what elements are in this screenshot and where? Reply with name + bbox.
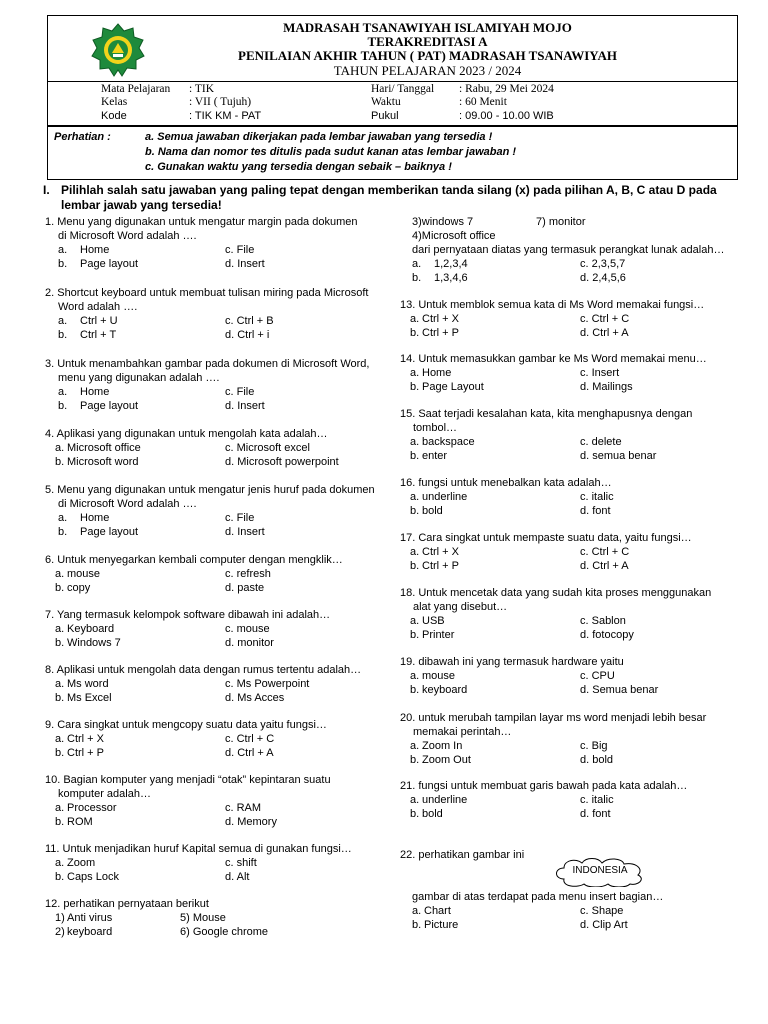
option-a[interactable]: a. Zoom — [55, 857, 96, 869]
option-d[interactable]: d. font — [580, 808, 611, 820]
question-stem: 20. untuk merubah tampilan layar ms word menjadi lebih besar — [400, 712, 707, 724]
option-b[interactable]: b. 1,3,4,6 — [412, 272, 468, 284]
question-stem: 18. Untuk mencetak data yang sudah kita proses menggunakan — [400, 587, 712, 599]
option-a[interactable]: a. Home — [58, 512, 110, 524]
option-b[interactable]: b. Page layout — [58, 526, 139, 538]
option-d[interactable]: d. Microsoft powerpoint — [225, 456, 339, 468]
option-a[interactable]: a. Ctrl + X — [410, 546, 459, 558]
note-b: b. Nama dan nomor tes ditulis pada sudut kanan atas lembar jawaban ! — [145, 146, 517, 158]
time-label: Pukul — [371, 110, 399, 122]
option-b[interactable]: b. Microsoft word — [55, 456, 139, 468]
option-a[interactable]: a. Zoom In — [410, 740, 463, 752]
option-a[interactable]: a. Home — [410, 367, 452, 379]
option-d[interactable]: d. Ctrl + A — [580, 560, 629, 572]
option-c[interactable]: c. refresh — [225, 568, 271, 580]
question-stem: 12. perhatikan pernyataan berikut — [45, 898, 209, 910]
option-a[interactable]: a. underline — [410, 491, 468, 503]
question-11 — [45, 842, 352, 884]
option-c[interactable]: c. Ctrl + C — [580, 313, 630, 325]
section-instruction-text: Pilihlah salah satu jawaban yang paling tepat dengan memberikan tanda silang (x) pada pilihan A, B, C atau D pada lembar jawab yang tersedia! — [61, 183, 717, 212]
option-d[interactable]: d. Clip Art — [580, 919, 628, 931]
option-d[interactable]: d. monitor — [225, 637, 274, 649]
question-stem: 15. Saat terjadi kesalahan kata, kita menghapusnya dengan — [400, 408, 693, 420]
question-19 — [400, 655, 659, 697]
option-a[interactable]: a. backspace — [410, 436, 475, 448]
question-stem: 22. perhatikan gambar ini — [400, 849, 525, 861]
subject-label: Mata Pelajaran — [101, 83, 171, 95]
option-a[interactable]: a. USB — [410, 615, 445, 627]
question-10 — [45, 773, 331, 829]
duration-value: : 60 Menit — [459, 96, 507, 108]
question-5 — [45, 483, 375, 539]
question-stem-cont: memakai perintah… — [413, 726, 512, 738]
option-d[interactable]: d. fotocopy — [580, 629, 634, 641]
option-c[interactable]: c. Ctrl + C — [225, 733, 275, 745]
cloud-text: INDONESIA — [572, 865, 628, 876]
option-a[interactable]: a. mouse — [410, 670, 456, 682]
statement-2: 2) keyboard — [55, 926, 113, 938]
option-b[interactable]: b. keyboard — [410, 684, 468, 696]
option-b[interactable]: b. Ctrl + P — [410, 327, 459, 339]
question-stem: 5. Menu yang digunakan untuk mengatur jenis huruf pada dokumen — [45, 484, 375, 496]
attention-notes — [47, 126, 738, 180]
option-a[interactable]: a. Ctrl + X — [410, 313, 459, 325]
question-18 — [400, 586, 711, 642]
question-stem: 13. Untuk memblok semua kata di Ms Word memakai fungsi… — [400, 299, 705, 311]
question-stem-cont: di Microsoft Word adalah …. — [58, 230, 197, 242]
question-stem-cont: gambar di atas terdapat pada menu insert bagian… — [412, 891, 664, 903]
question-stem-cont: tombol… — [413, 422, 458, 434]
question-17 — [400, 531, 692, 573]
accreditation: TERAKREDITASI A — [367, 34, 488, 49]
question-stem: 4. Aplikasi yang digunakan untuk mengolah kata adalah… — [45, 428, 328, 440]
statement-5: 5) Mouse — [180, 912, 226, 924]
question-6 — [45, 553, 343, 595]
code-label: Kode — [101, 110, 127, 122]
question-12-continued — [412, 215, 724, 285]
question-stem: 17. Cara singkat untuk mempaste suatu data, yaitu fungsi… — [400, 532, 692, 544]
question-stem: 2. Shortcut keyboard untuk membuat tulisan miring pada Microsoft — [45, 287, 369, 299]
time-value: : 09.00 - 10.00 WIB — [459, 110, 554, 122]
note-a: a. Semua jawaban dikerjakan pada lembar jawaban yang tersedia ! — [145, 131, 493, 143]
statement-6: 6) Google chrome — [180, 926, 269, 938]
question-stem: 21. fungsi untuk membuat garis bawah pada kata adalah… — [400, 780, 688, 792]
question-stem-cont: di Microsoft Word adalah …. — [58, 498, 197, 510]
option-d[interactable]: d. semua benar — [580, 450, 657, 462]
option-c[interactable]: c. Sablon — [580, 615, 626, 627]
option-c[interactable]: c. italic — [580, 794, 614, 806]
date-value: : Rabu, 29 Mei 2024 — [459, 83, 554, 95]
option-a[interactable]: a. 1,2,3,4 — [412, 258, 468, 270]
option-d[interactable]: d. Mailings — [580, 381, 633, 393]
subject-value: : TIK — [189, 83, 215, 95]
option-a[interactable]: a. Processor — [55, 802, 117, 814]
question-1 — [45, 215, 358, 271]
academic-year: TAHUN PELAJARAN 2023 / 2024 — [333, 63, 522, 78]
option-b[interactable]: b. copy — [55, 582, 91, 594]
school-name: MADRASAH TSANAWIYAH ISLAMIYAH MOJO — [283, 20, 572, 35]
option-a[interactable]: a. mouse — [55, 568, 101, 580]
option-b[interactable]: b. Ctrl + P — [55, 747, 104, 759]
option-b[interactable]: b. Page Layout — [410, 381, 484, 393]
option-a[interactable]: a. Home — [58, 386, 110, 398]
option-c[interactable]: c. Microsoft excel — [225, 442, 310, 454]
option-d[interactable]: d. Memory — [225, 816, 277, 828]
option-d[interactable]: d. font — [580, 505, 611, 517]
question-stem: 8. Aplikasi untuk mengolah data dengan rumus tertentu adalah… — [45, 664, 362, 676]
class-label: Kelas — [101, 96, 128, 108]
option-d[interactable]: d. 2,4,5,6 — [580, 272, 626, 284]
question-stem: 6. Untuk menyegarkan kembali computer dengan mengklik… — [45, 554, 343, 566]
option-a[interactable]: a. underline — [410, 794, 468, 806]
question-16 — [400, 476, 612, 518]
section-number: I. — [43, 183, 50, 197]
question-14 — [400, 352, 707, 394]
option-c[interactable]: c. delete — [580, 436, 622, 448]
option-c[interactable]: c. File — [225, 244, 255, 256]
question-stem: dari pernyataan diatas yang termasuk perangkat lunak adalah… — [412, 244, 725, 256]
question-20 — [400, 711, 706, 767]
option-c[interactable]: c. Ctrl + C — [580, 546, 630, 558]
option-b[interactable]: b. Caps Lock — [55, 871, 119, 883]
option-c[interactable]: c. Ctrl + B — [225, 315, 274, 327]
statement-3: 3)windows 7 — [412, 216, 474, 228]
option-b[interactable]: b. enter — [410, 450, 448, 462]
option-c[interactable]: c. italic — [580, 491, 614, 503]
question-stem-cont: alat yang disebut… — [413, 601, 508, 613]
option-d[interactable]: d. paste — [225, 582, 265, 594]
option-c[interactable]: c. Ms Powerpoint — [225, 678, 310, 690]
option-a[interactable]: a. Chart — [412, 905, 451, 917]
question-stem: 1. Menu yang digunakan untuk mengatur margin pada dokumen — [45, 216, 358, 228]
option-d[interactable]: d. Ms Acces — [225, 692, 285, 704]
option-d[interactable]: d. bold — [580, 754, 614, 766]
question-stem-cont: menu yang digunakan adalah …. — [58, 372, 220, 384]
option-a[interactable]: a. Ctrl + U — [58, 315, 118, 327]
question-12 — [45, 897, 269, 939]
question-stem: 14. Untuk memasukkan gambar ke Ms Word memakai menu… — [400, 353, 707, 365]
school-header — [47, 15, 738, 82]
question-22 — [400, 848, 524, 862]
option-a[interactable]: a. Keyboard — [55, 623, 115, 635]
option-b[interactable]: b. Ctrl + P — [410, 560, 459, 572]
date-label: Hari/ Tanggal — [371, 83, 435, 95]
statement-4: 4)Microsoft office — [412, 230, 496, 242]
exam-info — [47, 82, 738, 126]
question-3 — [45, 357, 369, 413]
option-b[interactable]: b. Zoom Out — [410, 754, 471, 766]
option-c[interactable]: c. File — [225, 512, 255, 524]
option-d[interactable]: d. Insert — [225, 526, 265, 538]
question-8 — [45, 663, 361, 705]
question-9 — [45, 718, 327, 760]
option-c[interactable]: c. File — [225, 386, 255, 398]
option-c[interactable]: c. shift — [225, 857, 257, 869]
question-21 — [400, 779, 687, 821]
question-stem-cont: Word adalah …. — [58, 301, 138, 313]
option-d[interactable]: d. Alt — [225, 871, 250, 883]
question-15 — [400, 407, 692, 463]
option-b[interactable]: b. Page layout — [58, 400, 139, 412]
note-c: c. Gunakan waktu yang tersedia dengan sebaik – baiknya ! — [145, 161, 452, 173]
option-d[interactable]: d. Ctrl + A — [580, 327, 629, 339]
option-a[interactable]: a. Microsoft office — [55, 442, 141, 454]
option-a[interactable]: a. Home — [58, 244, 110, 256]
question-4 — [45, 427, 339, 469]
option-c[interactable]: c. Shape — [580, 905, 624, 917]
question-stem: 11. Untuk menjadikan huruf Kapital semua di gunakan fungsi… — [45, 843, 352, 855]
option-c[interactable]: c. Insert — [580, 367, 620, 379]
option-b[interactable]: b. Windows 7 — [55, 637, 121, 649]
option-d[interactable]: d. Semua benar — [580, 684, 659, 696]
option-b[interactable]: b. Printer — [410, 629, 455, 641]
option-b[interactable]: b. Ms Excel — [55, 692, 112, 704]
option-b[interactable]: b. bold — [410, 808, 443, 820]
option-c[interactable]: c. Big — [580, 740, 608, 752]
section-instruction — [43, 183, 747, 213]
option-b[interactable]: b. Page layout — [58, 258, 139, 270]
option-c[interactable]: c. CPU — [580, 670, 615, 682]
attention-label: Perhatian : — [54, 131, 111, 143]
option-d[interactable]: d. Ctrl + A — [225, 747, 274, 759]
option-d[interactable]: d. Insert — [225, 258, 265, 270]
option-c[interactable]: c. 2,3,5,7 — [580, 258, 626, 270]
option-b[interactable]: b. Ctrl + T — [58, 329, 117, 341]
statement-7: 7) monitor — [536, 216, 586, 228]
question-stem: 19. dibawah ini yang termasuk hardware yaitu — [400, 656, 624, 668]
option-d[interactable]: d. Insert — [225, 400, 265, 412]
question-stem: 10. Bagian komputer yang menjadi “otak” kepintaran suatu — [45, 774, 331, 786]
question-stem: 7. Yang termasuk kelompok software dibawah ini adalah… — [45, 609, 331, 621]
question-stem: 3. Untuk menambahkan gambar pada dokumen di Microsoft Word, — [45, 358, 370, 370]
option-c[interactable]: c. RAM — [225, 802, 262, 814]
code-value: : TIK KM - PAT — [189, 110, 262, 122]
question-stem-cont: komputer adalah… — [58, 788, 151, 800]
option-a[interactable]: a. Ctrl + X — [55, 733, 104, 745]
option-a[interactable]: a. Ms word — [55, 678, 109, 690]
option-c[interactable]: c. mouse — [225, 623, 270, 635]
class-value: : VII ( Tujuh) — [189, 96, 252, 108]
question-stem: 9. Cara singkat untuk mengcopy suatu data yaitu fungsi… — [45, 719, 327, 731]
question-7 — [45, 608, 330, 650]
question-2 — [45, 286, 368, 342]
option-d[interactable]: d. Ctrl + i — [225, 329, 270, 341]
question-22-options — [412, 890, 663, 932]
option-b[interactable]: b. ROM — [55, 816, 93, 828]
statement-1: 1) Anti virus — [55, 912, 113, 924]
option-b[interactable]: b. bold — [410, 505, 443, 517]
question-stem: 16. fungsi untuk menebalkan kata adalah… — [400, 477, 612, 489]
option-b[interactable]: b. Picture — [412, 919, 459, 931]
exam-title: PENILAIAN AKHIR TAHUN ( PAT) MADRASAH TSANAWIYAH — [238, 48, 617, 63]
duration-label: Waktu — [371, 96, 401, 108]
question-13 — [400, 298, 704, 340]
